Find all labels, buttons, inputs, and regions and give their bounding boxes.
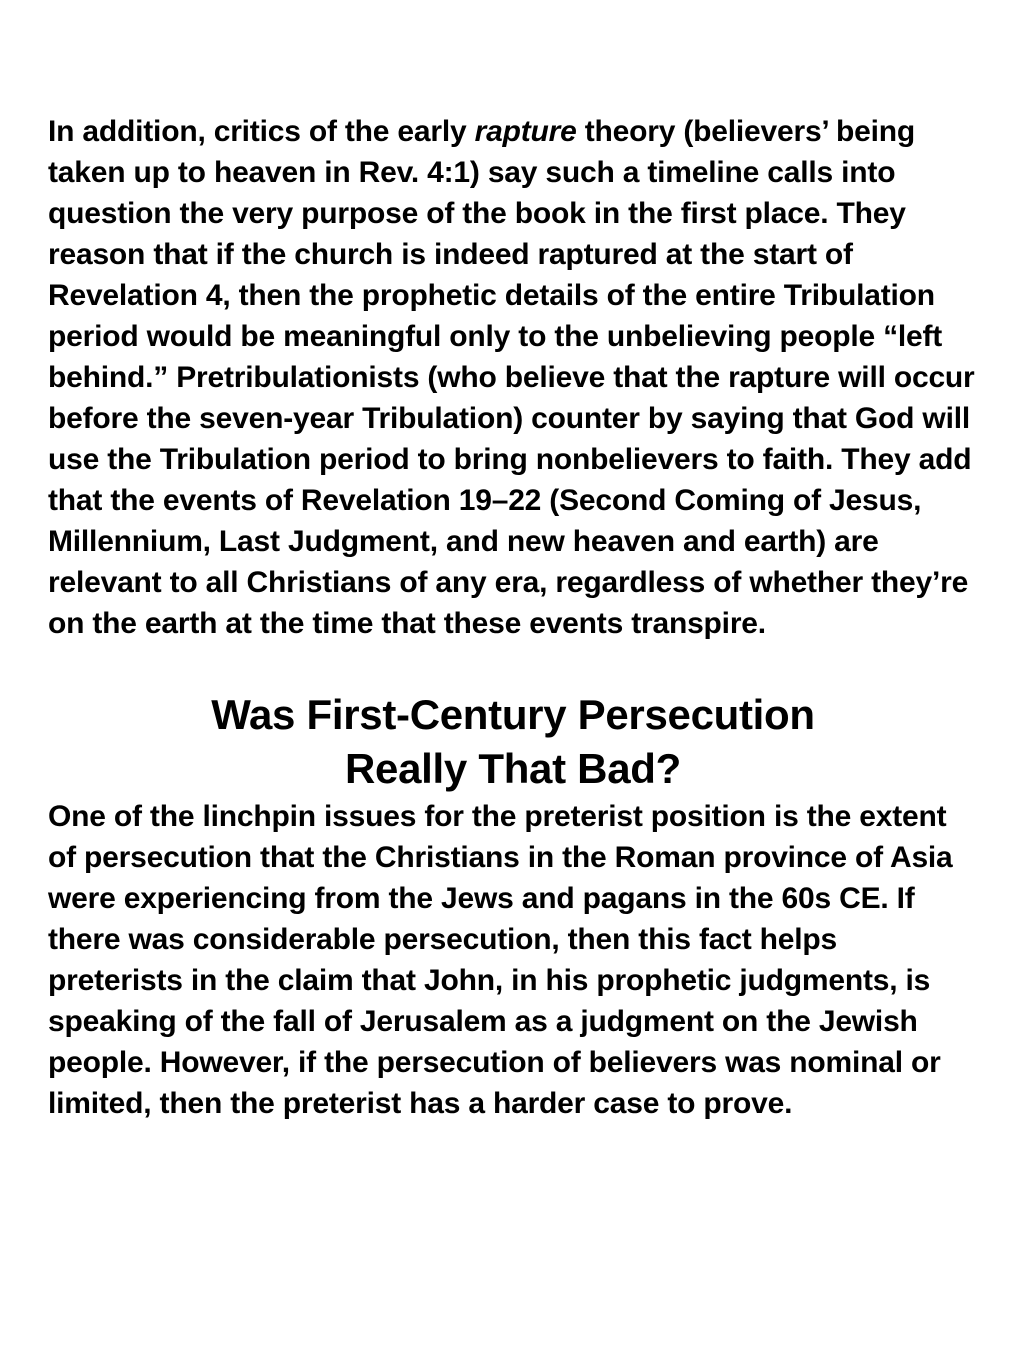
document-page [48,111,978,1124]
paragraph-rapture-critique [48,111,978,644]
section-heading-line-1: Was First-Century Persecution [211,691,815,738]
section-heading [48,688,978,796]
section-heading-line-2: Really That Bad? [345,745,681,792]
paragraph-1-text-start: In addition, critics of the early [48,115,475,148]
rapture-italic-term: rapture [474,115,577,148]
paragraph-preterist-persecution: One of the linchpin issues for the preterist position is the extent of persecution that the Christians in the Roman province of Asia were experiencing from the Jews and pagans in the 60s CE. If there was considerable persecution, then this fact helps preterists in the claim that John, in his prophetic judgments, is speaking of the fall of Jerusalem as a judgment on the Jewish people. However, if the persecution of believers was nominal or limited, then the preterist has a harder case to prove. [48,800,953,1120]
paragraph-1-text-rest: theory (believers’ being taken up to heaven in Rev. 4:1) say such a timeline calls into question the very purpose of the book in the first place. They reason that if the church is indeed raptured at the start of Revelation 4, then the prophetic details of the entire Tribulation period would be meaningful only to the unbelieving people “left behind.” Pretribulationists (who believe that the rapture will occur before the seven-year Tribulation) counter by saying that God will use the Tribulation period to bring nonbelievers to faith. They add that the events of Revelation 19–22 (Second Coming of Jesus, Millennium, Last Judgment, and new heaven and earth) are relevant to all Christians of any era, regardless of whether they’re on the earth at the time that these events transpire. [48,115,975,640]
